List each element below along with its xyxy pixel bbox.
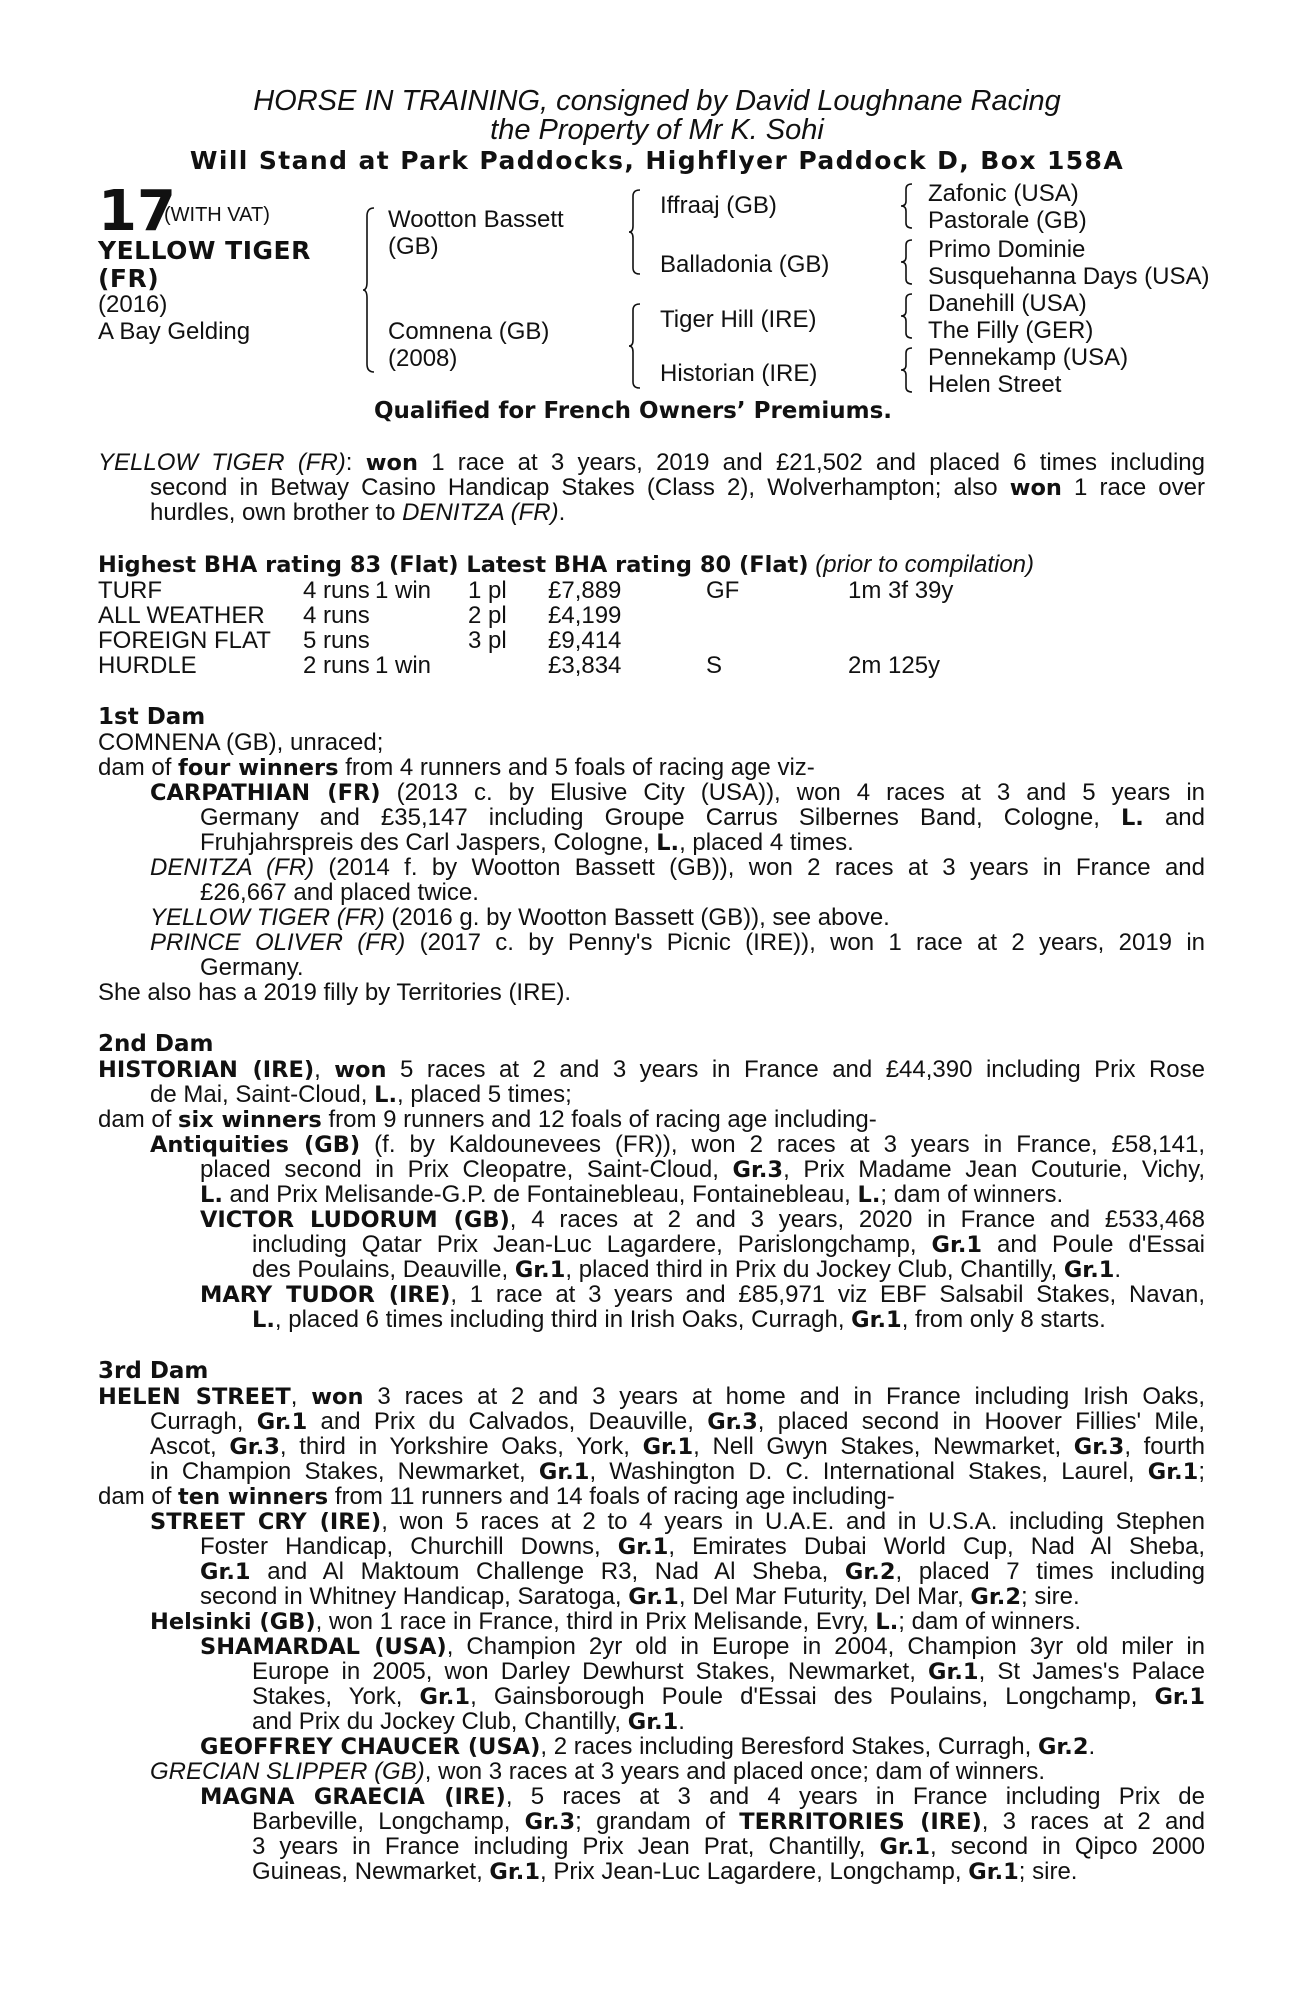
magna-graecia-line-4: Guineas, Newmarket, Gr.1, Prix Jean-Luc Lagardere, Longchamp, Gr.1; sire. bbox=[252, 1858, 1078, 1885]
bha-rating: Highest BHA rating 83 (Flat) Latest BHA rating 80 (Flat) (prior to compilation) bbox=[98, 551, 1035, 578]
prince-oliver-line-2: Germany. bbox=[200, 954, 304, 981]
magna-graecia-line-1: MAGNA GRAECIA (IRE), 5 races at 3 and 4 years in France including Prix de bbox=[200, 1783, 1205, 1810]
great-grandparent-3: Primo Dominie bbox=[928, 236, 1086, 263]
antiquities-line-1: Antiquities (GB) (f. by Kaldounevees (FR)), won 2 races at 3 years in France, £58,141, bbox=[150, 1131, 1206, 1158]
helen-street-line-3: Ascot, Gr.3, third in Yorkshire Oaks, York, Gr.1, Nell Gwyn Stakes, Newmarket, Gr.3, fourth bbox=[150, 1433, 1206, 1460]
carpathian-line-1: CARPATHIAN (FR) (2013 c. by Elusive City (USA)), won 4 races at 3 and 5 years in bbox=[150, 779, 1205, 806]
victor-ludorum-line-2: including Qatar Prix Jean-Luc Lagardere, Parislongchamp, Gr.1 and Poule d'Essai bbox=[252, 1231, 1206, 1258]
denitza-line-2: £26,667 and placed twice. bbox=[200, 879, 479, 906]
grandparent-4: Historian (IRE) bbox=[660, 360, 818, 387]
sire-dam-brace bbox=[362, 206, 376, 374]
intro-line-2: second in Betway Casino Handicap Stakes (Class 2), Wolverhampton; also won 1 race over bbox=[150, 474, 1205, 501]
historian-produce: dam of six winners from 9 runners and 12 foals of racing age including- bbox=[98, 1106, 877, 1133]
carpathian-line-2: Germany and £35,147 including Groupe Carrus Silbernes Band, Cologne, L. and bbox=[200, 804, 1205, 831]
intro-line-3: hurdles, own brother to DENITZA (FR). bbox=[150, 499, 566, 526]
first-dam-heading: 1st Dam bbox=[98, 704, 206, 730]
sire-name: Wootton Bassett bbox=[388, 206, 564, 233]
great-grandparent-8: Helen Street bbox=[928, 371, 1062, 398]
antiquities-line-3: L. and Prix Melisande-G.P. de Fontainebleau, Fontainebleau, L.; dam of winners. bbox=[200, 1181, 1064, 1208]
geoffrey-chaucer-line: GEOFFREY CHAUCER (USA), 2 races including Beresford Stakes, Curragh, Gr.2. bbox=[200, 1733, 1096, 1760]
magna-graecia-line-3: 3 years in France including Prix Jean Prat, Chantilly, Gr.1, second in Qipco 2000 bbox=[252, 1833, 1206, 1860]
carpathian-line-3: Fruhjahrspreis des Carl Jaspers, Cologne, L., placed 4 times. bbox=[200, 829, 854, 856]
mary-tudor-line-2: L., placed 6 times including third in Irish Oaks, Curragh, Gr.1, from only 8 starts. bbox=[252, 1306, 1106, 1333]
dam-year: (2008) bbox=[388, 345, 458, 372]
shamardal-line-1: SHAMARDAL (USA), Champion 2yr old in Europe in 2004, Champion 3yr old miler in bbox=[200, 1633, 1205, 1660]
grecian-slipper-line: GRECIAN SLIPPER (GB), won 3 races at 3 years and placed once; dam of winners. bbox=[150, 1758, 1046, 1785]
denitza-line-1: DENITZA (FR) (2014 f. by Wootton Bassett (GB)), won 2 races at 3 years in France and bbox=[150, 854, 1206, 881]
gp4-brace bbox=[900, 346, 914, 394]
historian-line-2: de Mai, Saint-Cloud, L., placed 5 times; bbox=[150, 1081, 572, 1108]
intro-line-1: YELLOW TIGER (FR): won 1 race at 3 years, 2019 and £21,502 and placed 6 times including bbox=[98, 449, 1206, 476]
mary-tudor-line-1: MARY TUDOR (IRE), 1 race at 3 years and £85,971 viz EBF Salsabil Stakes, Navan, bbox=[200, 1281, 1205, 1308]
sire-country: (GB) bbox=[388, 233, 439, 260]
stand-location: Will Stand at Park Paddocks, Highflyer Paddock D, Box 158A bbox=[189, 146, 1125, 175]
historian-line-1: HISTORIAN (IRE), won 5 races at 2 and 3 years in France and £44,390 including Prix Rose bbox=[98, 1056, 1205, 1083]
property-line: the Property of Mr K. Sohi bbox=[490, 114, 824, 146]
prince-oliver-line-1: PRINCE OLIVER (FR) (2017 c. by Penny's Picnic (IRE)), won 1 race at 2 years, 2019 in bbox=[150, 929, 1205, 956]
great-grandparent-2: Pastorale (GB) bbox=[928, 207, 1087, 234]
victor-ludorum-line-3: des Poulains, Deauville, Gr.1, placed third in Prix du Jockey Club, Chantilly, Gr.1. bbox=[252, 1256, 1122, 1283]
shamardal-line-4: and Prix du Jockey Club, Chantilly, Gr.1. bbox=[252, 1708, 685, 1735]
magna-graecia-line-2: Barbeville, Longchamp, Gr.3; grandam of TERRITORIES (IRE), 3 races at 2 and bbox=[252, 1808, 1205, 1835]
gp3-brace bbox=[900, 292, 914, 340]
dam-parents-brace bbox=[628, 302, 642, 390]
sire-parents-brace bbox=[628, 188, 642, 276]
shamardal-line-3: Stakes, York, Gr.1, Gainsborough Poule d'Essai des Poulains, Longchamp, Gr.1 bbox=[252, 1683, 1205, 1710]
horse-description: A Bay Gelding bbox=[98, 318, 251, 345]
second-dam-heading: 2nd Dam bbox=[98, 1031, 214, 1057]
gp2-brace bbox=[900, 238, 914, 286]
street-cry-line-4: second in Whitney Handicap, Saratoga, Gr.1, Del Mar Futurity, Del Mar, Gr.2; sire. bbox=[200, 1583, 1080, 1610]
street-cry-line-1: STREET CRY (IRE), won 5 races at 2 to 4 years in U.A.E. and in U.S.A. including Stephen bbox=[150, 1508, 1205, 1535]
great-grandparent-1: Zafonic (USA) bbox=[928, 180, 1079, 207]
consignor-line: HORSE IN TRAINING, consigned by David Loughnane Racing bbox=[253, 85, 1061, 117]
foaling-year: (2016) bbox=[98, 291, 168, 318]
horse-name: YELLOW TIGER bbox=[98, 236, 311, 265]
great-grandparent-7: Pennekamp (USA) bbox=[928, 344, 1129, 371]
helen-street-line-1: HELEN STREET, won 3 races at 2 and 3 years at home and in France including Irish Oaks, bbox=[98, 1383, 1205, 1410]
catalogue-page: HORSE IN TRAINING, consigned by David Loughnane Racing the Property of Mr K. Sohi Will Stand at Park Paddocks, Highflyer Paddock D, Box 158A 17 (WITH VAT) YELLOW TIGER (FR) (2016) A Bay Gelding Wootton Bassett (GB) Comnena (GB) (2008) Iffraaj (GB) Balladonia (GB) Tiger Hill (IRE) Historian (IRE) Zafonic (USA) Pastorale (GB) Primo Dominie Susquehanna Days (USA) Danehill (USA) The Filly (GER) Pennekamp (USA) Helen Street Qualified for French Owners’ Premiums. YELLOW TIGER (FR): won 1 race at 3 years, 2019 and £21,502 and placed 6 times including second in Betway Casino Handicap Stakes (Class 2), Wolverhampton; also won 1 race over hurdles, own brother to DENITZA (FR). Highest BHA rating 83 (Flat) Latest BHA rating 80 (Flat) (prior to compilation) TURF 4 runs 1 win 1 pl £7,889 GF 1m 3f 39y ALL WEATHER 4 runs 2 pl £4,199 FOREIGN FLAT 5 runs 3 pl £9,414 HURDLE 2 runs 1 win £3,834 S 2m 125y 1st Dam COMNENA (GB), unraced; dam of four winners from 4 runners and 5 foals of racing age viz- CARPATHIAN (FR) (2013 c. by Elusive City (USA)), won 4 races at 3 and 5 years in Germany and £35,147 including Groupe Carrus Silbernes Band, Cologne, L. and Fruhjahrspreis des Carl Jaspers, Cologne, L., placed 4 times. DENITZA (FR) (2014 f. by Wootton Bassett (GB)), won 2 races at 3 years in France and £26,667 and placed twice. YELLOW TIGER (FR) (2016 g. by Wootton Bassett (GB)), see above. PRINCE OLIVER (FR) (2017 c. by Penny's Picnic (IRE)), won 1 race at 2 years, 2019 in Germany. She also has a 2019 filly by Territories (IRE). 2nd Dam HISTORIAN (IRE), won 5 races at 2 and 3 years in France and £44,390 including Prix Rose de Mai, Saint-Cloud, L., placed 5 times; dam of six winners from 9 runners and 12 foals of racing age including- Antiquities (GB) (f. by Kaldounevees (FR)), won 2 races at 3 years in France, £58,141, placed second in Prix Cleopatre, Saint-Cloud, Gr.3, Prix Madame Jean Couturie, Vichy, L. and Prix Melisande-G.P. de Fontainebleau, Fontainebleau, L.; dam of winners. VICTOR LUDORUM (GB), 4 races at 2 and 3 years, 2020 in France and £533,468 including Qatar Prix Jean-Luc Lagardere, Parislongchamp, Gr.1 and Poule d'Essai des Poulains, Deauville, Gr.1, placed third in Prix du Jockey Club, Chantilly, Gr.1. MARY TUDOR (IRE), 1 race at 3 years and £85,971 viz EBF Salsabil Stakes, Navan, L., placed 6 times including third in Irish Oaks, Curragh, Gr.1, from only 8 starts. 3rd Dam HELEN STREET, won 3 races at 2 and 3 years at home and in France including Irish Oaks, Curragh, Gr.1 and Prix du Calvados, Deauville, Gr.3, placed second in Hoover Fillies' Mile, Ascot, Gr.3, third in Yorkshire Oaks, York, Gr.1, Nell Gwyn Stakes, Newmarket, Gr.3, fourth in Champion Stakes, Newmarket, Gr.1, Washington D. C. International Stakes, Laurel, Gr.1; dam of ten winners from 11 runners and 14 foals of racing age including- STREET CRY (IRE), won 5 races at 2 to 4 years in U.A.E. and in U.S.A. including Stephen Foster Handicap, Churchill Downs, Gr.1, Emirates Dubai World Cup, Nad Al Sheba, Gr.1 and Al Maktoum Challenge R3, Nad Al Sheba, Gr.2, placed 7 times including second in Whitney Handicap, Saratoga, Gr.1, Del Mar Futurity, Del Mar, Gr.2; sire. Helsinki (GB), won 1 race in France, third in Prix Melisande, Evry, L.; dam of winners. SHAMARDAL (USA), Champion 2yr old in Europe in 2004, Champion 3yr old miler in Europe in 2005, won Darley Dewhurst Stakes, Newmarket, Gr.1, St James's Palace Stakes, York, Gr.1, Gainsborough Poule d'Essai des Poulains, Longchamp, Gr.1 and Prix du Jockey Club, Chantilly, Gr.1. GEOFFREY CHAUCER (USA), 2 races including Beresford Stakes, Curragh, Gr.2. GRECIAN SLIPPER (GB), won 3 races at 3 years and placed once; dam of winners. MAGNA GRAECIA (IRE), 5 races at 3 and 4 years in France including Prix de Barbeville, Longchamp, Gr.3; grandam of TERRITORIES (IRE), 3 races at 2 and 3 years in France including Prix Jean Prat, Chantilly, Gr.1, second in Qipco 2000 Guineas, Newmarket, Gr.1, Prix Jean-Luc Lagardere, Longchamp, Gr.1; sire. bbox=[0, 0, 1314, 2000]
street-cry-line-2: Foster Handicap, Churchill Downs, Gr.1, Emirates Dubai World Cup, Nad Al Sheba, bbox=[200, 1533, 1206, 1560]
owners-premium-note: Qualified for French Owners’ Premiums. bbox=[374, 398, 893, 424]
great-grandparent-5: Danehill (USA) bbox=[928, 290, 1087, 317]
street-cry-line-3: Gr.1 and Al Maktoum Challenge R3, Nad Al Sheba, Gr.2, placed 7 times including bbox=[200, 1558, 1205, 1585]
gp1-brace bbox=[900, 182, 914, 230]
third-dam-heading: 3rd Dam bbox=[98, 1358, 209, 1384]
shamardal-line-2: Europe in 2005, won Darley Dewhurst Stakes, Newmarket, Gr.1, St James's Palace bbox=[252, 1658, 1205, 1685]
helen-street-produce: dam of ten winners from 11 runners and 14 foals of racing age including- bbox=[98, 1483, 895, 1510]
first-dam-produce: dam of four winners from 4 runners and 5 foals of racing age viz- bbox=[98, 754, 815, 781]
helen-street-line-4: in Champion Stakes, Newmarket, Gr.1, Washington D. C. International Stakes, Laurel, Gr.1; bbox=[150, 1458, 1205, 1485]
lot-number: 17 bbox=[98, 179, 176, 244]
yellow-tiger-line: YELLOW TIGER (FR) (2016 g. by Wootton Bassett (GB)), see above. bbox=[150, 904, 890, 931]
vat-note: (WITH VAT) bbox=[164, 204, 270, 226]
first-dam-note: She also has a 2019 filly by Territories (IRE). bbox=[98, 979, 572, 1006]
great-grandparent-4: Susquehanna Days (USA) bbox=[928, 263, 1210, 290]
helsinki-line: Helsinki (GB), won 1 race in France, third in Prix Melisande, Evry, L.; dam of winners. bbox=[150, 1608, 1082, 1635]
grandparent-2: Balladonia (GB) bbox=[660, 251, 830, 278]
first-dam-line: COMNENA (GB), unraced; bbox=[98, 729, 384, 756]
antiquities-line-2: placed second in Prix Cleopatre, Saint-Cloud, Gr.3, Prix Madame Jean Couturie, Vichy, bbox=[200, 1156, 1206, 1183]
victor-ludorum-line-1: VICTOR LUDORUM (GB), 4 races at 2 and 3 years, 2020 in France and £533,468 bbox=[200, 1206, 1205, 1233]
dam-name: Comnena (GB) bbox=[388, 318, 550, 345]
horse-name-country: (FR) bbox=[98, 264, 160, 293]
great-grandparent-6: The Filly (GER) bbox=[928, 317, 1094, 344]
grandparent-3: Tiger Hill (IRE) bbox=[660, 306, 817, 333]
grandparent-1: Iffraaj (GB) bbox=[660, 192, 777, 219]
helen-street-line-2: Curragh, Gr.1 and Prix du Calvados, Deauville, Gr.3, placed second in Hoover Fillies' Mile, bbox=[150, 1408, 1206, 1435]
